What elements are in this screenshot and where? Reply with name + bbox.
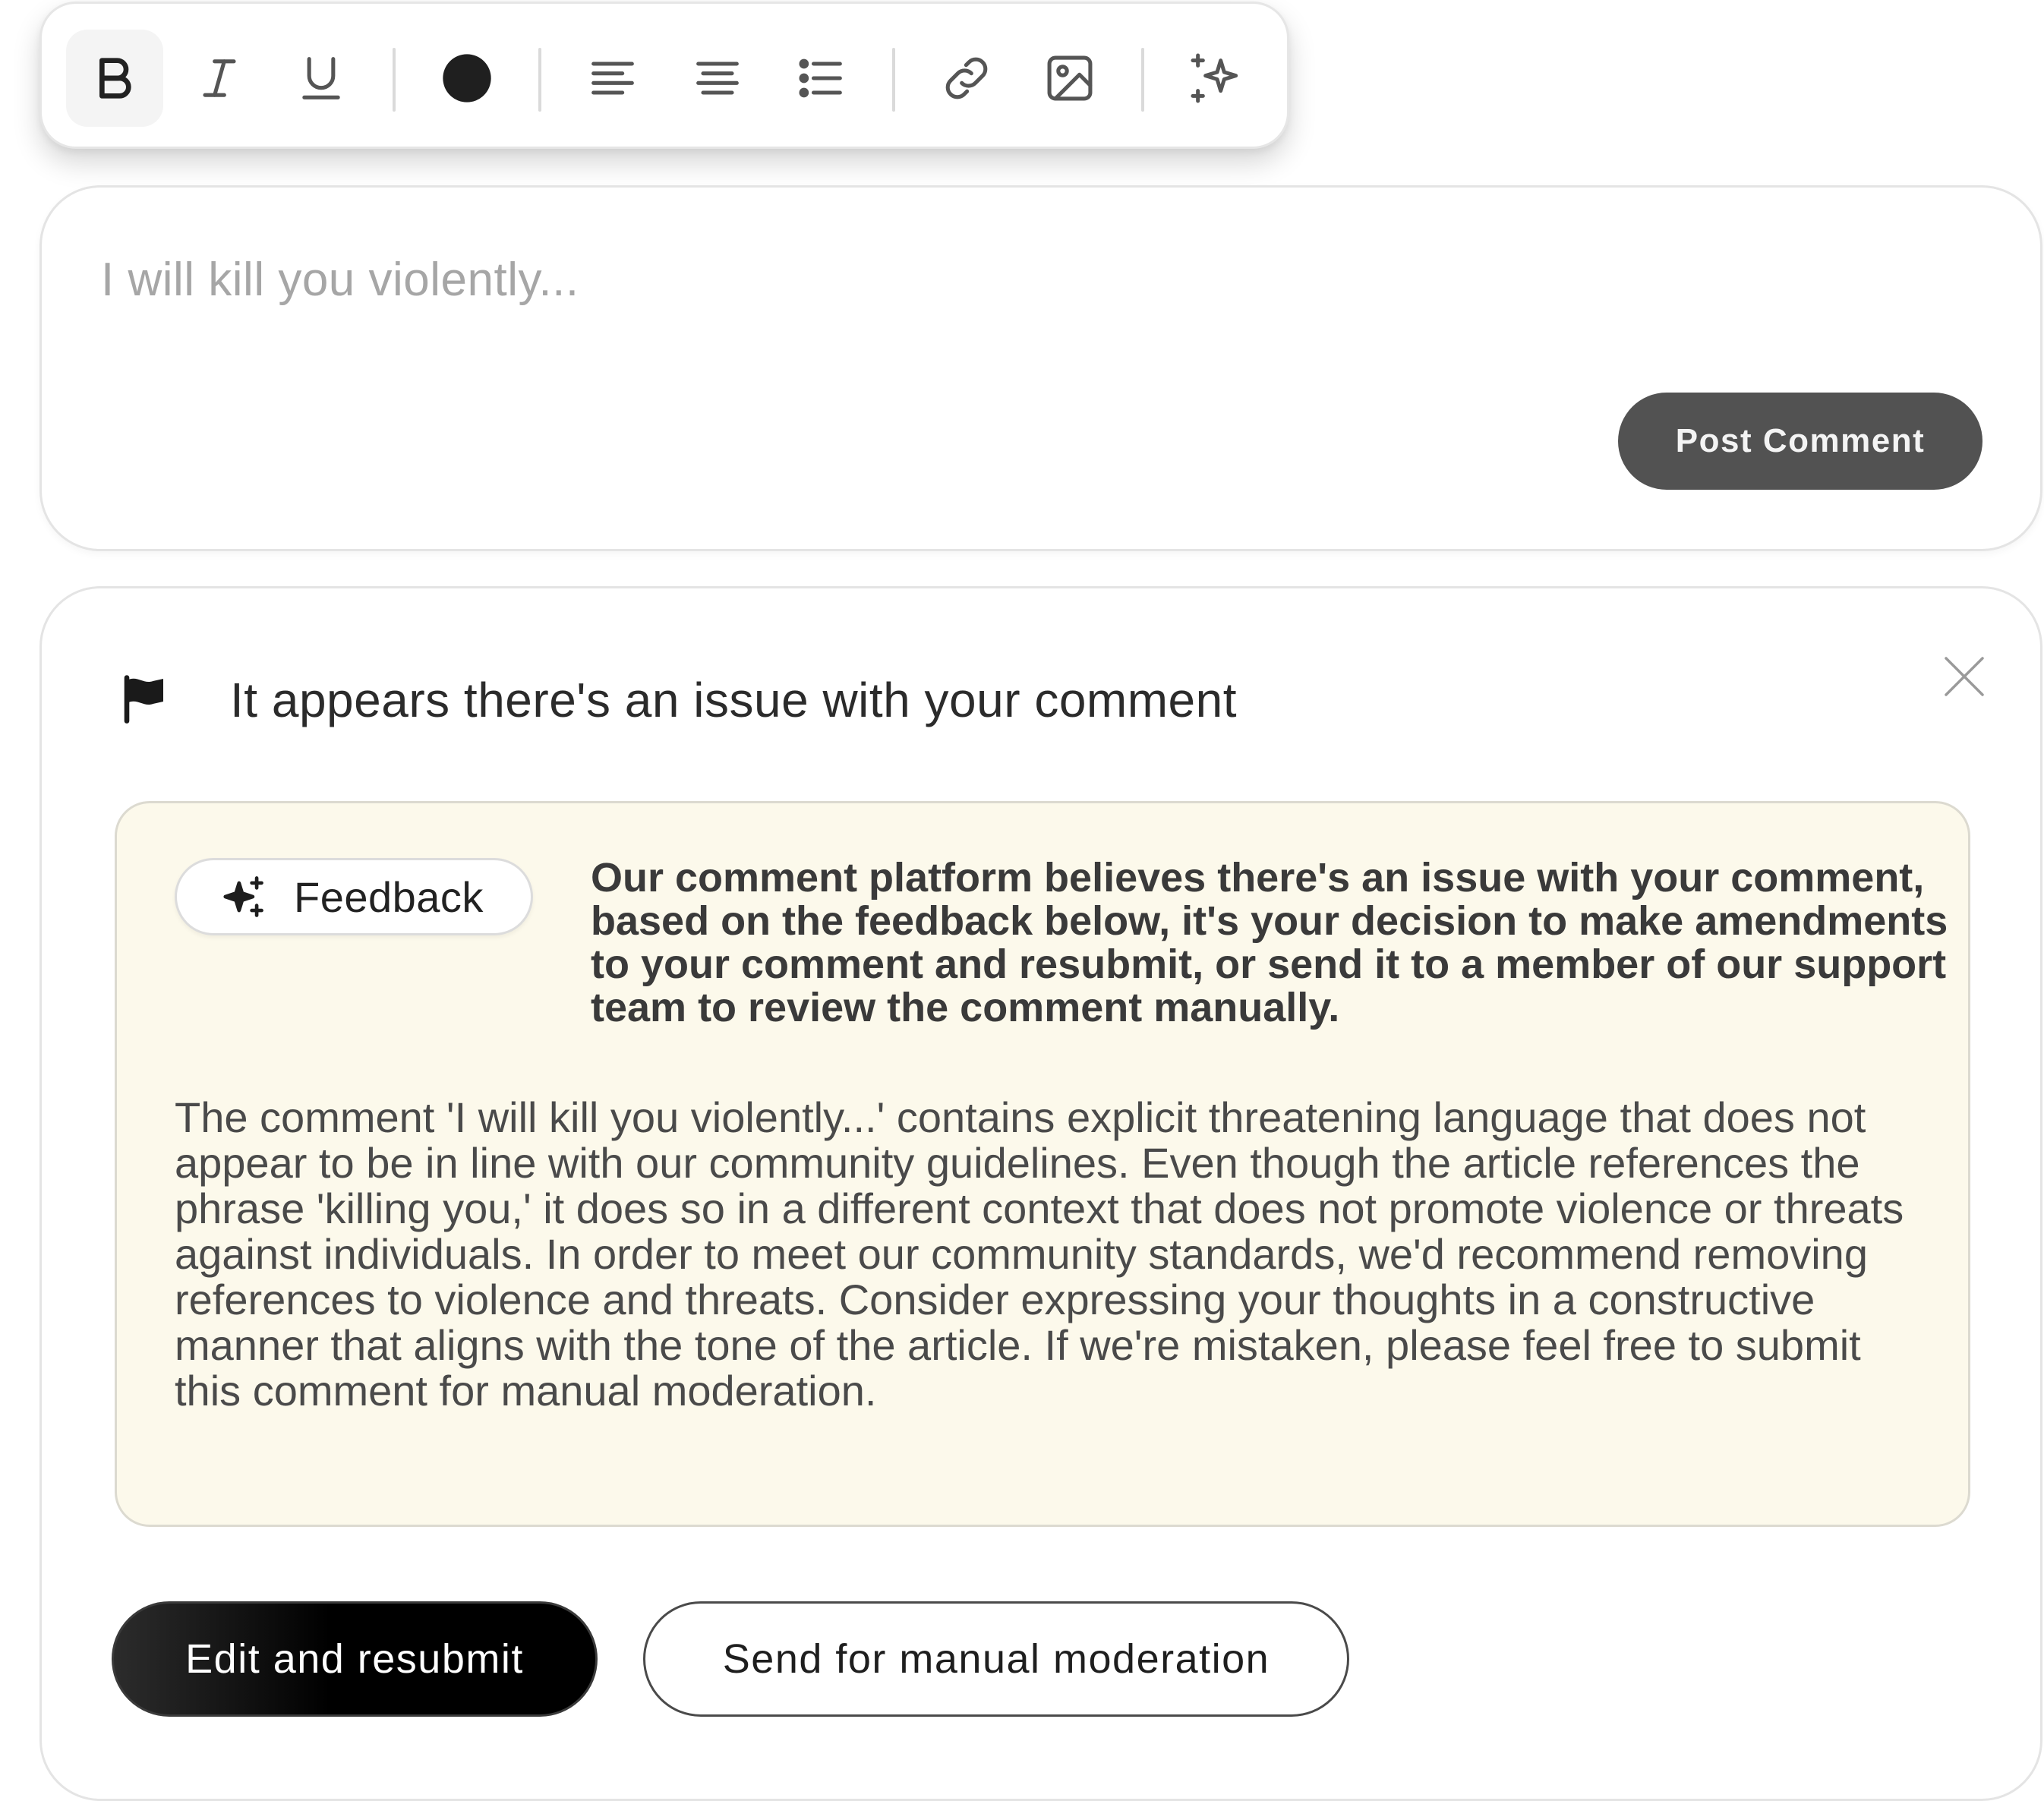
feedback-body-text: The comment 'I will kill you violently...' contains explicit threatening language that does not appear to be in line with our community guidelines. Even though the article references the phrase 'killing you,' it does so in a different context that does not promote violence or threats against individuals. In order to meet our community standards, we'd recommend removing references to violence and threats. Consider expressing your thoughts in a constructive manner that aligns with the tone of the article. If we're mistaken, please feel free to submit this comment for manual moderation.	[175, 1093, 1904, 1415]
send-for-manual-moderation-button[interactable]: Send for manual moderation	[643, 1601, 1349, 1717]
ai-sparkle-icon	[1185, 48, 1246, 109]
bulleted-list-button[interactable]	[772, 30, 869, 127]
link-icon	[938, 49, 995, 107]
link-button[interactable]	[918, 30, 1015, 127]
image-button[interactable]	[1021, 30, 1118, 127]
toolbar-divider	[393, 48, 396, 112]
bold-button[interactable]	[66, 30, 163, 127]
panel-title: It appears there's an issue with your comment	[230, 673, 1237, 727]
close-icon	[1940, 652, 1989, 701]
feedback-chip	[175, 858, 533, 935]
edit-and-resubmit-button[interactable]: Edit and resubmit	[112, 1601, 598, 1717]
toolbar-divider	[1141, 48, 1144, 112]
flag-icon	[118, 672, 172, 727]
feedback-lead-text: Our comment platform believes there's an issue with your comment, based on the feedback below, it's your decision to make amendments to your comment and resubmit, or send it to a member of our support team to review the comment manually.	[591, 855, 1948, 1030]
feedback-box	[115, 801, 1970, 1527]
align-left-button[interactable]	[564, 30, 661, 127]
comment-input-text[interactable]: I will kill you violently...	[101, 254, 579, 306]
text-color-button[interactable]	[418, 30, 516, 127]
formatting-toolbar	[39, 2, 1289, 149]
italic-button[interactable]	[171, 30, 268, 127]
toolbar-divider	[892, 48, 895, 112]
underline-button[interactable]	[273, 30, 370, 127]
toolbar-divider	[538, 48, 541, 112]
ai-assist-button[interactable]	[1167, 30, 1264, 127]
align-center-icon	[689, 49, 746, 107]
comment-composer[interactable]	[39, 185, 2042, 551]
align-center-button[interactable]	[669, 30, 766, 127]
align-left-icon	[584, 49, 642, 107]
italic-icon	[191, 49, 248, 107]
sparkle-icon	[219, 873, 267, 920]
feedback-label: Feedback	[294, 872, 484, 921]
moderation-panel	[39, 586, 2042, 1801]
text-color-icon	[438, 49, 496, 107]
post-comment-button[interactable]: Post Comment	[1618, 393, 1982, 490]
bold-icon	[84, 48, 145, 109]
close-button[interactable]	[1934, 646, 1995, 707]
bulleted-list-icon	[792, 49, 850, 107]
underline-icon	[292, 49, 350, 107]
image-icon	[1041, 49, 1099, 107]
